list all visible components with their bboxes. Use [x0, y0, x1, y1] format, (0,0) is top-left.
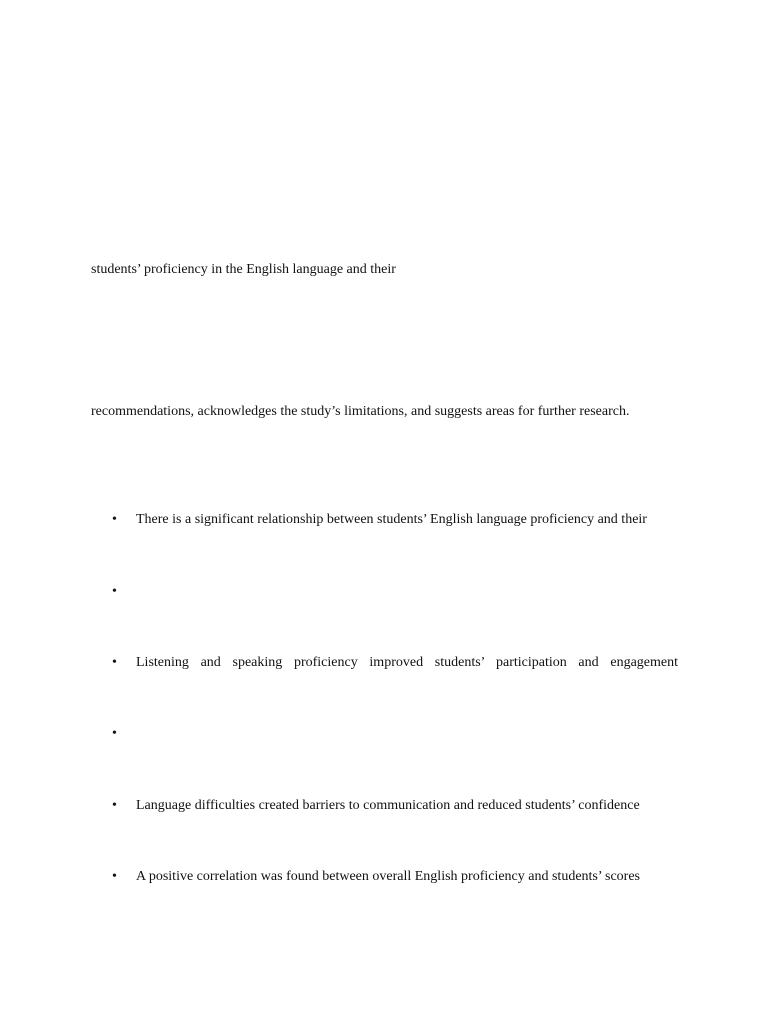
list-item [112, 654, 678, 672]
list-item-text: Listening and speaking proficiency improved students’ participation and engagement [136, 655, 678, 670]
list-item-text: There is a significant relationship between students’ English language proficiency and their [136, 512, 647, 527]
bullet-icon: • [112, 584, 117, 599]
bullet-icon: • [112, 655, 117, 670]
list-item [112, 583, 678, 601]
bullet-icon: • [112, 726, 117, 741]
paragraph-line-1: students’ proficiency in the English language and their [91, 262, 396, 277]
bullet-icon: • [112, 798, 117, 813]
list-item-text: Language difficulties created barriers to communication and reduced students’ confidence [136, 798, 640, 813]
bullet-icon: • [112, 869, 117, 884]
list-item [112, 797, 678, 815]
paragraph-line-2: recommendations, acknowledges the study’s limitations, and suggests areas for further research. [91, 404, 630, 419]
bullet-icon: • [112, 512, 117, 527]
list-item-text: A positive correlation was found between overall English proficiency and students’ scores [136, 869, 640, 884]
list-item [112, 511, 678, 529]
list-item [112, 725, 678, 743]
list-item [112, 868, 678, 886]
